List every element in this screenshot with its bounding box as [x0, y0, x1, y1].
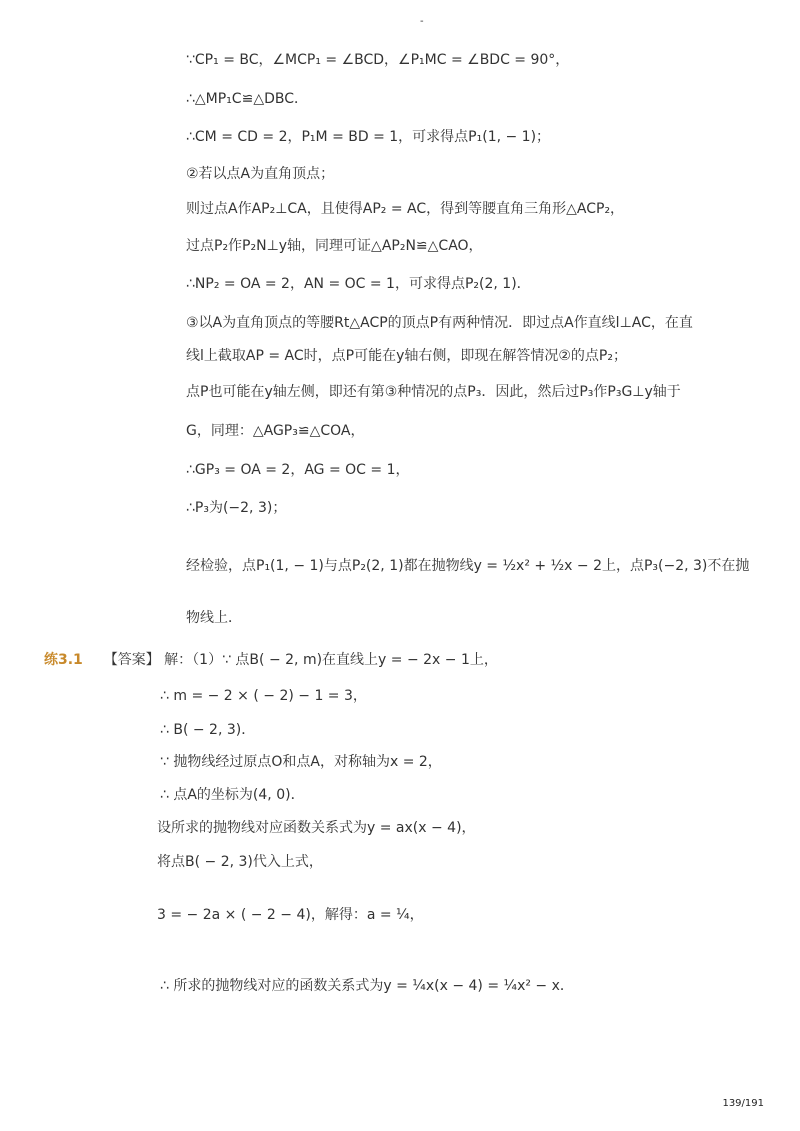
text-line: ③以A为直角顶点的等腰Rt△ACP的顶点P有两种情况．即过点A作直线l⊥AC，在直	[186, 315, 693, 331]
text-line: ∴ 点A的坐标为(4, 0)．	[160, 787, 305, 803]
page-number: 139/191	[722, 1098, 764, 1109]
text-line: 过点P₂作P₂N⊥y轴，同理可证△AP₂N≌△CAO，	[186, 238, 483, 254]
text-line: ②若以点A为直角顶点；	[186, 166, 335, 182]
text-line: ∴CM = CD = 2，P₁M = BD = 1，可求得点P₁(1, − 1)；	[186, 129, 551, 145]
text-line: 线l上截取AP = AC时，点P可能在y轴右侧，即现在解答情况②的点P₂；	[186, 348, 627, 364]
text-line: ∴NP₂ = OA = 2，AN = OC = 1，可求得点P₂(2, 1)．	[186, 276, 531, 292]
text-line: 则过点A作AP₂⊥CA，且使得AP₂ = AC，得到等腰直角三角形△ACP₂，	[186, 201, 625, 217]
text-line: ∴ 所求的抛物线对应的函数关系式为y = ¼x(x − 4) = ¼x² − x．	[160, 978, 574, 994]
text-line: 物线上．	[186, 610, 242, 626]
text-line: ∵ 抛物线经过原点O和点A，对称轴为x = 2，	[160, 754, 442, 770]
text-line: ∴P₃为(−2, 3)；	[186, 500, 287, 516]
text-line: 设所求的抛物线对应函数关系式为y = ax(x − 4)，	[157, 820, 476, 836]
exercise-label: 练3.1	[44, 652, 83, 668]
text-line: 经检验，点P₁(1, − 1)与点P₂(2, 1)都在抛物线y = ½x² + ½x − 2上，点P₃(−2, 3)不在抛	[186, 558, 750, 574]
text-line: 点P也可能在y轴左侧，即还有第③种情况的点P₃．因此，然后过P₃作P₃G⊥y轴于	[186, 384, 681, 400]
text-line: ∴ m = − 2 × ( − 2) − 1 = 3，	[160, 688, 367, 704]
text-line: ∴ B( − 2, 3)．	[160, 722, 256, 738]
exercise-header	[44, 650, 498, 670]
text-line: ∵CP₁ = BC，∠MCP₁ = ∠BCD，∠P₁MC = ∠BDC = 90°，	[186, 52, 570, 68]
text-line: 解：（1）∵ 点B( − 2, m)在直线上y = − 2x − 1上，	[164, 652, 498, 668]
answer-tag: 【答案】	[103, 652, 160, 668]
text-line: 将点B( − 2, 3)代入上式，	[157, 854, 323, 870]
text-line: ∴△MP₁C≌△DBC．	[186, 91, 308, 107]
text-line: ∴GP₃ = OA = 2，AG = OC = 1，	[186, 462, 410, 478]
text-line: G，同理：△AGP₃≌△COA，	[186, 423, 365, 439]
text-line: 3 = − 2a × ( − 2 − 4)，解得：a = ¼，	[157, 907, 424, 923]
header-dash: -	[420, 16, 424, 27]
